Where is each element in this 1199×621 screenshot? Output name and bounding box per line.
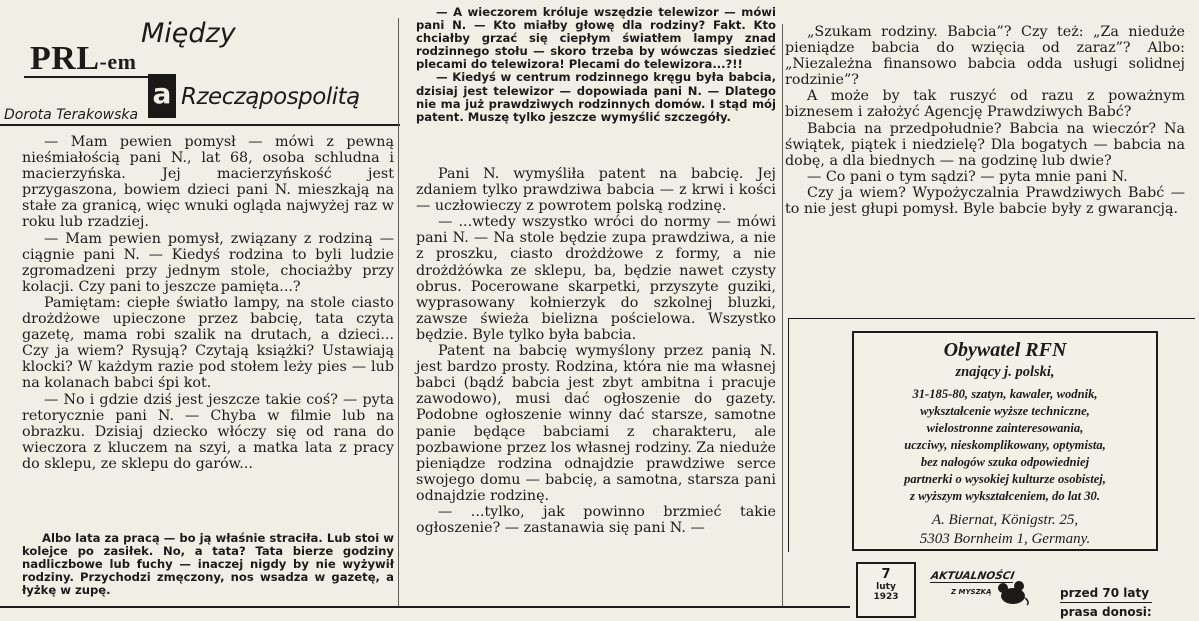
logo-main-text: AKTUALNOŚCI <box>930 570 1016 582</box>
date-day: 7 <box>881 567 891 582</box>
paragraph: — Mam pewien pomysł — mówi z pewną nieśmiałością pani N., lat 68, osoba schludna i macierzyńska. Jej macierzyńskość jest przygaszona, bowiem dzieci pani N. mieszkają na stałe za granicą, więc wnuki ogląda najwyżej raz w roku lub rzadziej. <box>22 134 394 231</box>
paragraph: A może by tak ruszyć od razu z poważnym biznesem i założyć Agencję Prawdziwych Babć? <box>785 88 1185 121</box>
paragraph: — ...tylko, jak powinno brzmieć takie ogłoszenie? — zastanawia się pani N. — <box>416 503 776 537</box>
masthead-rule <box>0 124 400 126</box>
ad-line: bez nałogów szuka odpowiedniej <box>920 455 1090 469</box>
ad-line: wielostronne zainteresowania, <box>926 421 1084 435</box>
footer-line-1: przed 70 laty <box>1060 584 1152 603</box>
paragraph: Pani N. wymyśliła patent na babcię. Jej zdaniem tylko prawdziwa babcia — z krwi i kości — uczłowieczy z powrotem polską rodzinę. <box>416 166 776 215</box>
paragraph: Czy ja wiem? Wypożyczalnia Prawdziwych Babć — to nie jest głupi pomysł. Byle babcie były z gwarancją. <box>785 184 1185 218</box>
masthead <box>4 4 400 126</box>
masthead-a-block: a <box>148 74 176 118</box>
classified-ad <box>852 331 1158 551</box>
column-1-text <box>22 134 394 472</box>
ad-address-line: A. Biernat, Königstr. 25, <box>931 512 1079 528</box>
ad-line: partnerki o wysokiej kulturze osobistej, <box>904 472 1106 486</box>
paragraph: „Szukam rodziny. Babcia”? Czy też: „Za nieduże pieniądze babcia do wzięcia od zaraz”? Albo: „Niezależna finansowo babcia odda usługi solidnej rodzinie”? <box>785 24 1185 89</box>
paragraph: Patent na babcię wymyślony przez panią N. jest bardzo prosty. Rodzina, która nie ma własnej babci (bądź babcia jest zbyt ambitna i pracuje zawodowo), musi dać ogłoszenie do gazety. Podobne ogłoszenie winny dać starsze, samotne panie będące babciami z charakteru, ale pozbawione przez los własnej rodziny. Za nieduże pieniądze rodzina odnajdzie prawdziwe serce swojego domu — babcię, a samotna, starsza pani odnajdzie rodzinę. <box>416 343 776 504</box>
ad-subtitle: znający j. polski, <box>955 364 1055 380</box>
ad-line: z wyższym wykształceniem, do lat 30. <box>910 489 1100 503</box>
paragraph: Babcia na przedpołudnie? Babcia na wieczór? Na świątek, piątek i niedzielę? Dla bogatych — babcia na dobę, a dla biednych — na godzinę lub dwie? <box>785 120 1185 169</box>
paragraph: — ...wtedy wszystko wróci do normy — mówi pani N. — Na stole będzie zupa prawdziwa, a nie z proszku, ciasto drożdżowe z formy, a nie drożdżówka ze sklepu, ba, będzie nawet czysty obrus. Pocerowane skarpetki, przyszyte guziki, wyprasowany kołnierzyk do szkolnej bluzki, zawsze świeża bielizna pościelowa. Wszystko będzie. Byle tylko była babcia. <box>416 214 776 343</box>
masthead-rzeczpospolita: Rzecząpospolitą <box>181 84 360 110</box>
aktualnosci-logo <box>927 566 1037 612</box>
paragraph: — Co pani o tym sądzi? — pyta mnie pani N. <box>807 168 1128 185</box>
paragraph: — Kiedyś w centrum rodzinnego kręgu była babcia, dzisiaj jest telewizor — dopowiada pani N. — Dlatego nie ma już prawdziwych rodzinnych domów. I stąd mój patent. Muszę tylko jeszcze wymyślić szczegóły. <box>416 70 776 124</box>
ad-address-line: 5303 Bornheim 1, Germany. <box>919 531 1091 547</box>
ad-address <box>854 511 1156 549</box>
ad-line: wykształcenie wyższe techniczne, <box>920 404 1090 418</box>
footer-line-2: prasa donosi: <box>1060 605 1152 619</box>
paragraph: — Mam pewien pomysł, związany z rodziną — ciągnie pani N. — Kiedyś rodzina to byli ludzie zgromadzeni przy jednym stole, chociażby przy kolacji. Czy pani to jeszcze pamięta...? <box>22 230 394 295</box>
paragraph: Pamiętam: ciepłe światło lampy, na stole ciasto drożdżowe upieczone przez babcię, tata czyta gazetę, mama robi szalik na drutach, a dzieci... Czy ja wiem? Rysują? Czytają książki? Ustawiają klocki? W każdym razie pod stołem leży pies — lub na kolanach babci śpi kot. <box>22 294 394 392</box>
column-3-text <box>785 24 1185 217</box>
date-box <box>856 562 916 618</box>
ad-line: 31-185-80, szatyn, kawaler, wodnik, <box>912 387 1098 401</box>
ad-body <box>854 386 1156 505</box>
column-divider-2 <box>782 24 783 608</box>
author-name: Dorota Terakowska <box>4 107 139 123</box>
ad-line: uczciwy, nieskomplikowany, optymista, <box>904 438 1106 452</box>
mouse-icon <box>993 580 1031 606</box>
masthead-miedzy: Między <box>141 18 236 49</box>
column-1-small-text <box>22 532 394 597</box>
masthead-prl: PRL-em <box>30 40 137 77</box>
paragraph: — No i gdzie dziś jest jeszcze takie coś? — pyta retorycznie pani N. — Chyba w filmie lub na obrazku. Dzisiaj dziecko włóczy się od rana do wieczora z kluczem na szyi, a matka lata z pracy do sklepu, ze sklepu do garów... <box>22 391 394 472</box>
ad-title: Obywatel RFN <box>943 339 1067 361</box>
date-month: luty <box>876 582 896 592</box>
footer-column-heading <box>1060 584 1152 621</box>
column-divider-1 <box>398 18 399 608</box>
date-year: 1923 <box>873 592 899 602</box>
bottom-rule <box>0 606 850 608</box>
paragraph: Albo lata za pracą — bo ją właśnie straciła. Lub stoi w kolejce po zasiłek. No, a tata? Tata bierze godziny nadliczbowe lub fuchy — inaczej nigdy by nie wyżywił rodziny. Przychodzi zmęczony, nos wsadza w gazetę, a łyżkę w zupę. <box>22 531 394 598</box>
paragraph: — A wieczorem króluje wszędzie telewizor — mówi pani N. — Kto miałby głowę dla rodziny? Fakt. Kto chciałby grzać się ciepłym światłem lampy znad rodzinnego stołu — skoro trzeba by wówczas siedzieć plecami do telewizora! Plecami do telewizora...?!! <box>416 5 776 72</box>
column-2-text <box>416 166 776 536</box>
logo-sub-text: Z MYSZKĄ <box>951 588 992 596</box>
column-2-small-text <box>416 6 776 124</box>
